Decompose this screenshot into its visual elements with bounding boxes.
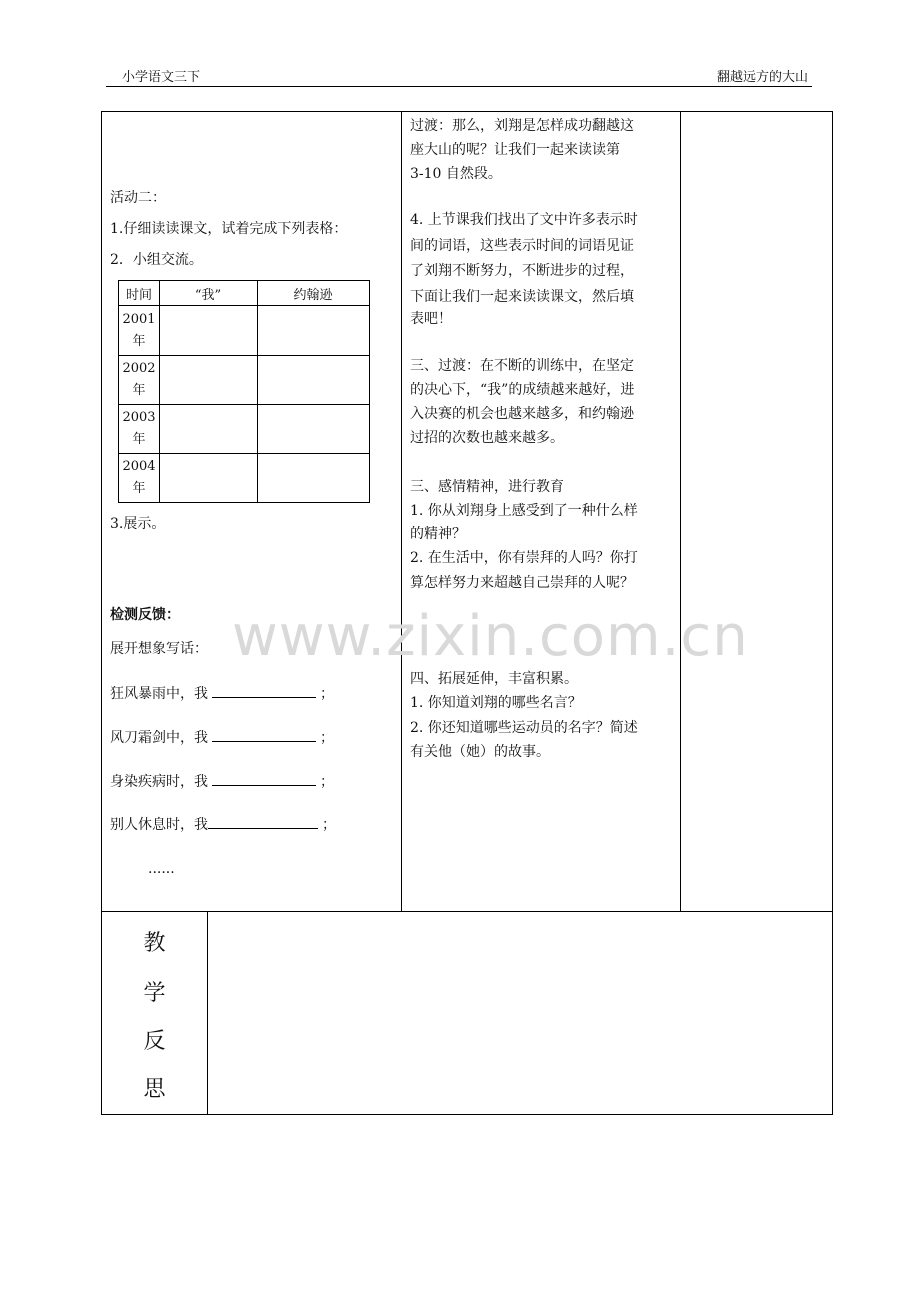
text-line: 间的词语，这些表示时间的词语见证 [410, 238, 634, 254]
year-table-vline-1 [159, 281, 160, 502]
year-table [118, 280, 370, 503]
fill-blank[interactable] [212, 683, 316, 698]
year-table-hline-3 [119, 404, 369, 405]
section-3-item: 2. 在生活中，你有崇拜的人吗？你打 [410, 550, 638, 566]
fill-line-4 [110, 814, 336, 835]
year-cell-2004 [119, 456, 159, 500]
fill-suffix: ； [320, 686, 334, 702]
text-line: 的决心下，“我”的成绩越来越好，进 [410, 382, 635, 398]
activity-step-3: 3.展示。 [110, 516, 166, 532]
year-unit: 年 [132, 481, 146, 496]
divider-col2 [680, 112, 681, 911]
fill-blank[interactable] [212, 727, 316, 742]
text-line: 三、过渡：在不断的训练中，在坚定 [410, 358, 634, 374]
section-3-item: 的精神？ [410, 526, 466, 542]
fill-blank[interactable] [208, 814, 318, 829]
activity-step-2: 2．小组交流。 [110, 252, 203, 268]
text-line: 3-10 自然段。 [410, 166, 502, 182]
text-line: 过招的次数也越来越多。 [410, 430, 564, 446]
watermark: www.zixin.com.cn [232, 604, 749, 669]
section-3-item: 算怎样努力来超越自己崇拜的人呢？ [410, 575, 634, 591]
year-unit: 年 [132, 383, 146, 398]
section-4-item: 1. 你知道刘翔的哪些名言？ [410, 695, 582, 711]
writing-prompt: 展开想象写话： [110, 641, 208, 657]
feedback-title: 检测反馈： [110, 607, 180, 623]
activity-column [110, 112, 400, 912]
fill-suffix: ； [320, 730, 334, 746]
text-line: 座大山的呢？让我们一起来读读第 [410, 142, 620, 158]
text-line: 4. 上节课我们找出了文中许多表示时 [410, 212, 638, 228]
fill-suffix: ； [320, 774, 334, 790]
header-right: 翻越远方的大山 [716, 70, 808, 85]
fill-prefix: 别人休息时，我 [110, 817, 208, 833]
reflection-char: 学 [143, 981, 166, 1006]
year-table-hline-2 [119, 355, 369, 356]
year-unit: 年 [132, 432, 146, 447]
section-3-item: 1. 你从刘翔身上感受到了一种什么样 [410, 503, 638, 519]
reflection-char: 反 [143, 1029, 166, 1054]
text-line: 表吧！ [410, 311, 452, 327]
fill-line-3 [110, 771, 334, 792]
activity-title: 活动二： [110, 190, 166, 206]
reflection-char: 教 [143, 931, 166, 956]
year-table-vline-2 [257, 281, 258, 502]
fill-prefix: 身染疾病时，我 [110, 774, 208, 790]
year-table-header-me: “我” [194, 288, 222, 303]
section-3-title: 三、感情精神，进行教育 [410, 479, 564, 495]
text-line: 下面让我们一起来读读课文，然后填 [410, 289, 634, 305]
section-4-item: 2. 你还知道哪些运动员的名字？简述 [410, 720, 638, 736]
year-num: 2002 [122, 361, 156, 376]
year-table-header-johnson: 约翰逊 [293, 288, 333, 303]
text-line: 过渡：那么，刘翔是怎样成功翻越这 [410, 118, 634, 134]
fill-suffix: ； [322, 817, 336, 833]
year-cell-2001 [119, 309, 159, 353]
year-cell-2002 [119, 358, 159, 402]
year-table-header-time: 时间 [125, 288, 152, 303]
fill-line-2 [110, 727, 334, 748]
header-left: 小学语文三下 [122, 70, 201, 85]
text-line: 入决赛的机会也越来越多，和约翰逊 [410, 406, 634, 422]
fill-line-1 [110, 683, 334, 704]
text-line: 了刘翔不断努力，不断进步的过程， [410, 263, 634, 279]
divider-col1 [401, 112, 402, 911]
year-num: 2003 [122, 410, 156, 425]
section-4-title: 四、拓展延伸，丰富积累。 [410, 671, 578, 687]
year-cell-2003 [119, 407, 159, 451]
ellipsis: ...... [148, 861, 175, 877]
reflection-char: 思 [143, 1077, 166, 1102]
year-unit: 年 [132, 334, 146, 349]
header-rule [106, 86, 812, 87]
fill-prefix: 狂风暴雨中，我 [110, 686, 208, 702]
year-num: 2004 [122, 459, 156, 474]
year-table-hline-1 [119, 305, 369, 306]
section-4-item: 有关他（她）的故事。 [410, 744, 550, 760]
teaching-column [410, 112, 678, 912]
fill-blank[interactable] [212, 771, 316, 786]
activity-step-1: 1.仔细读读课文，试着完成下列表格： [110, 221, 348, 237]
year-num: 2001 [122, 312, 156, 327]
fill-prefix: 风刀霜剑中，我 [110, 730, 208, 746]
year-table-hline-4 [119, 453, 369, 454]
reflection-area[interactable] [208, 912, 832, 1114]
